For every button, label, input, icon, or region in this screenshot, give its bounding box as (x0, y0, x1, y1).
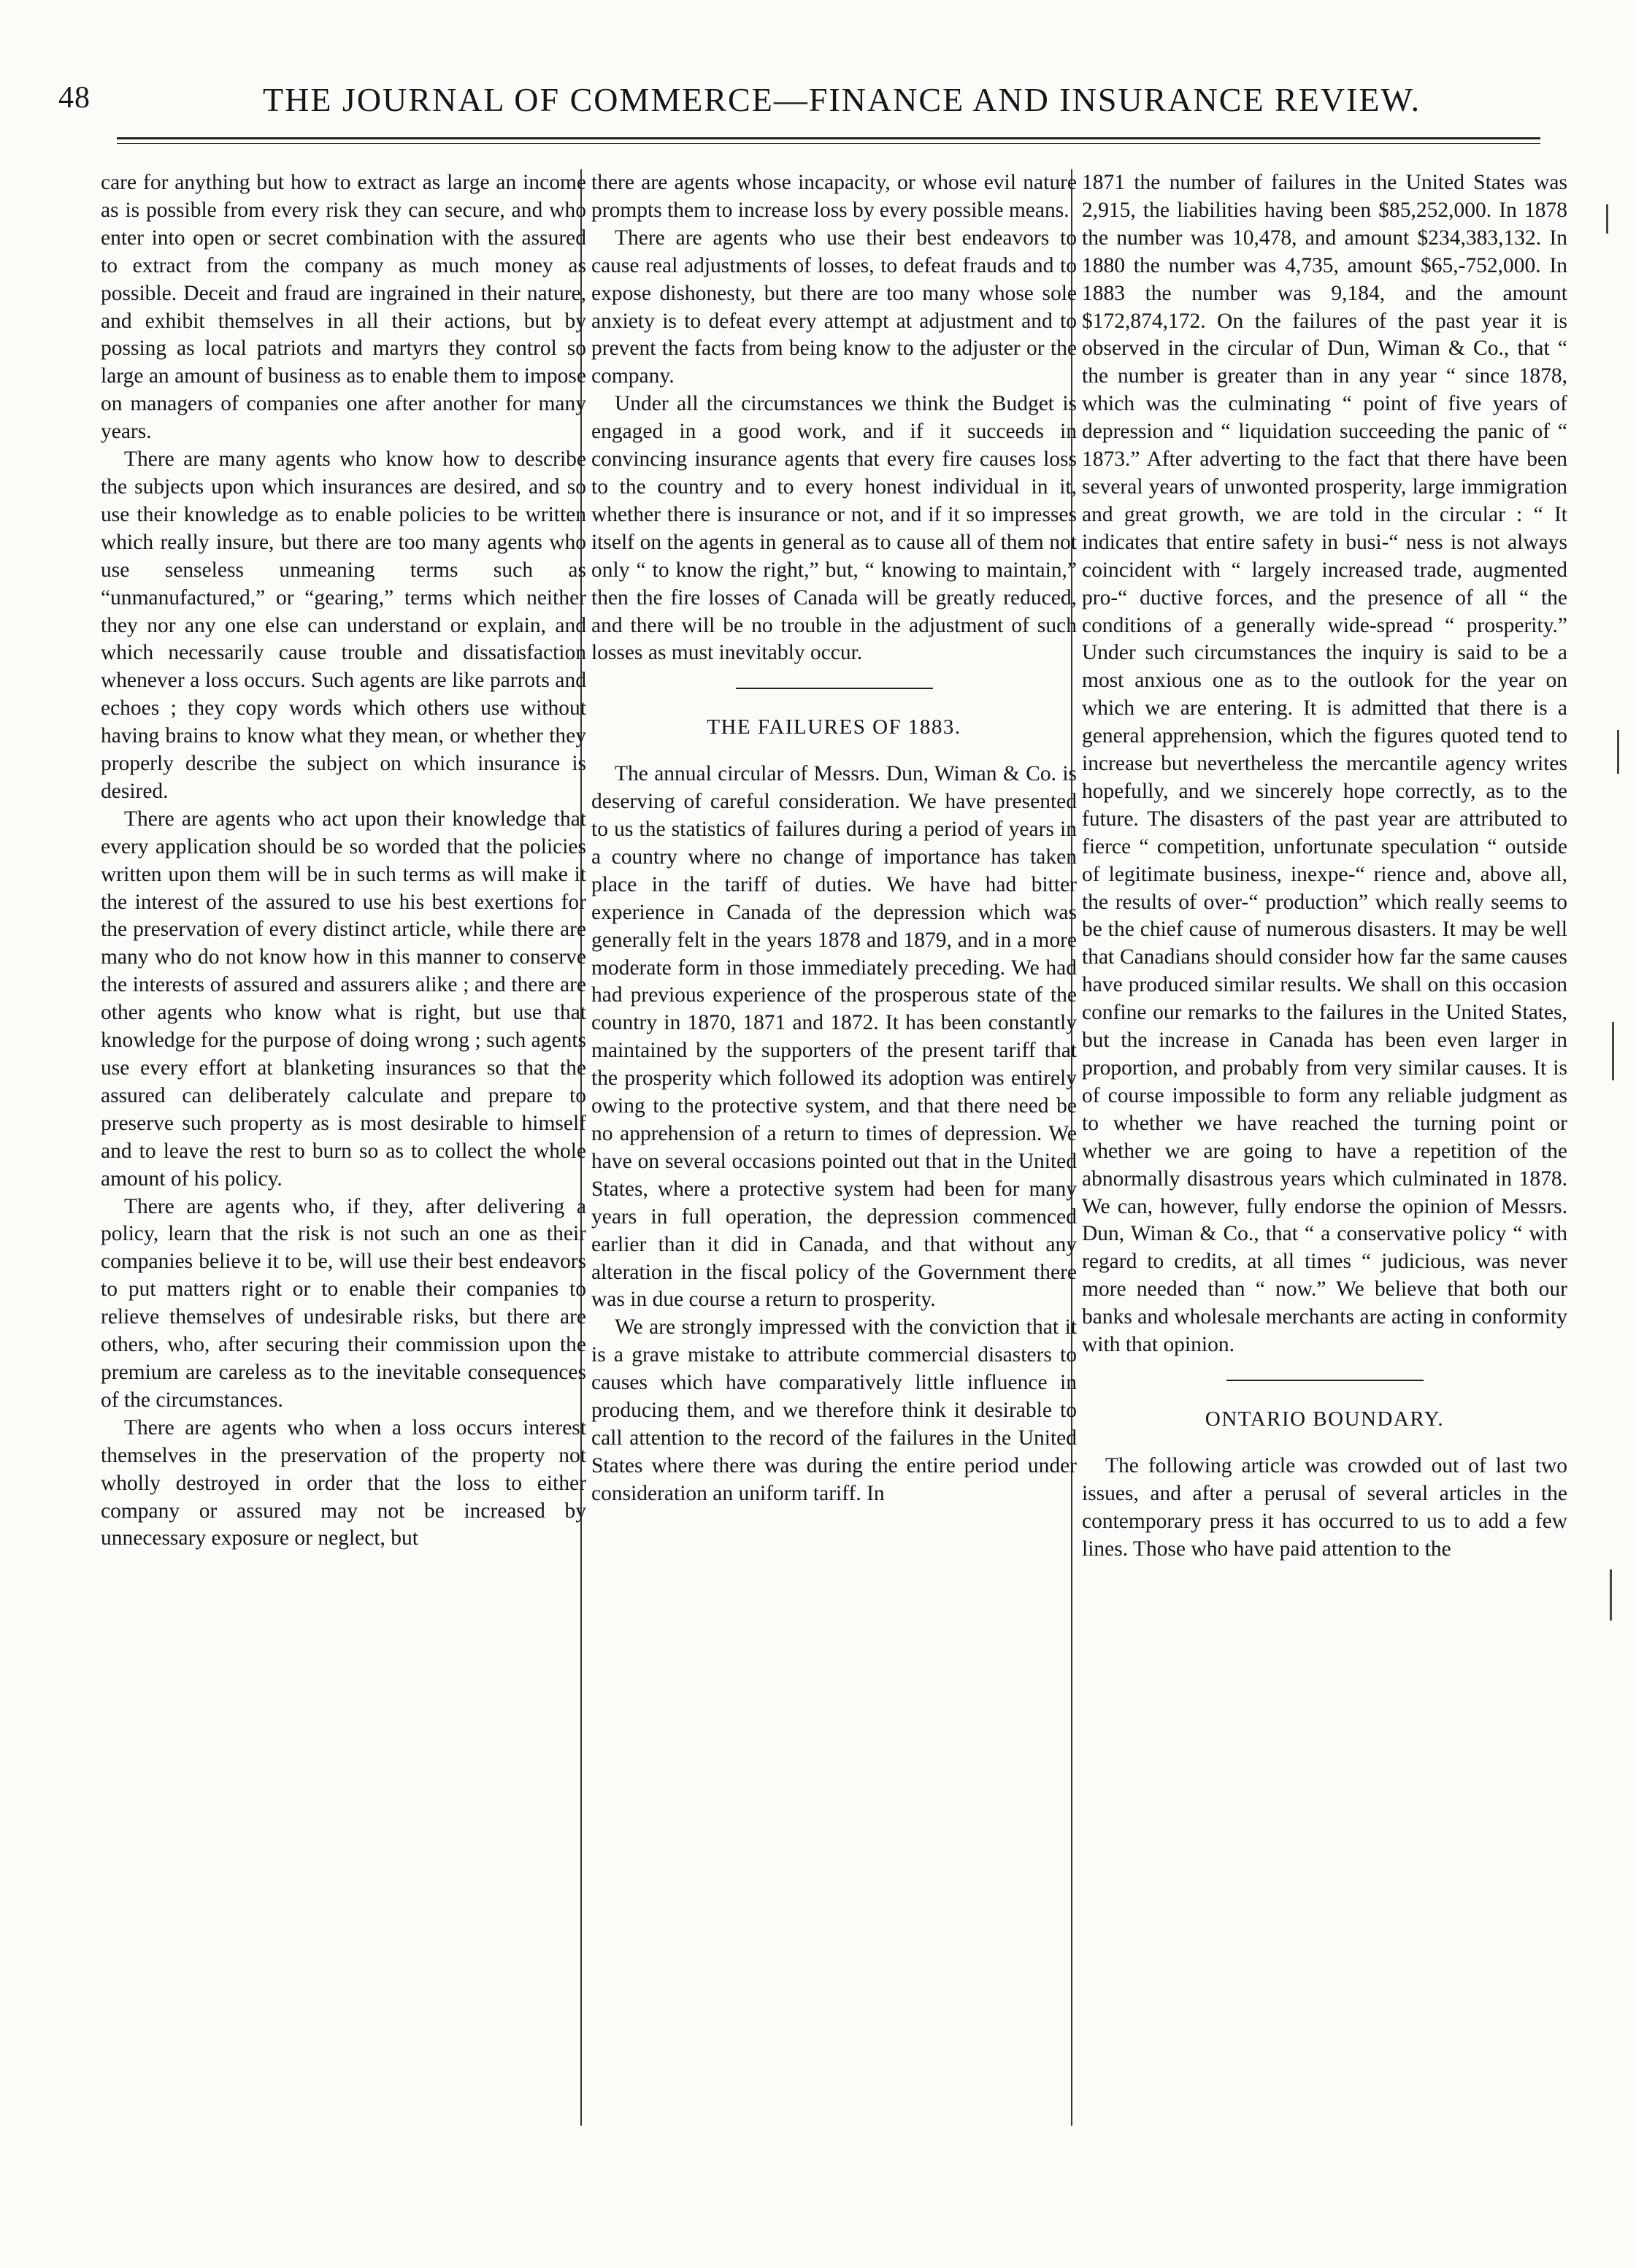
paragraph: There are agents who when a loss occurs interest themselves in the preservation of the property not wholly destroyed in order that the loss to either company or assured may not be increased by unnecessary exposure or neglect, but (101, 1415, 586, 1550)
paragraph: There are agents who use their best endeavors to cause real adjustments of losses, to defeat frauds and to expose dishonesty, but there are too many whose sole anxiety is to defeat every attempt at adjustment and to prevent the facts from being know to the adjuster or the company. (591, 226, 1077, 388)
section-heading-ontario: ONTARIO BOUNDARY. (1205, 1407, 1445, 1431)
article-column-2 (591, 169, 1077, 2213)
paragraph: The following article was crowded out of last two issues, and after a perusal of several articles in the contemporary press it has occurred to us to add a few lines. Those who have paid attention to the (1082, 1453, 1567, 1561)
paragraph: 1871 the number of failures in the United States was 2,915, the liabilities having been $85,252,000. In 1878 the number was 10,478, and amount $234,383,132. In 1880 the number was 4,735, amount $65,-752,000. In 1883 the number was 9,184, and the amount $172,874,172. On the failures of the past year it is observed in the circular of Dun, Wiman & Co., that “ the number is greater than in any year “ since 1878, which was the culminating “ point of five years of depression and “ liquidation succeeding the panic of “ 1873.” After adverting to the fact that there have been several years of unwonted prosperity, large immigration and great growth, we are told in the circular : “ It indicates that entire safety in busi-“ ness is not always coincident with “ largely increased trade, augmented pro-“ ductive forces, and the presence of all “ the conditions of a generally wide-spread “ prosperity.” Under such circumstances the inquiry is said to be a most anxious one as to the outlook for the year on which we are entering. It is admitted that there is a general apprehension, which the figures quoted tend to increase but nevertheless the mercantile agency writes hopefully, and we sincerely hope correctly, as to the future. The disasters of the past year are attributed to fierce “ competition, unfortunate speculation “ outside of legitimate business, inexpe-“ rience and, above all, the results of over-“ production” which really seems to be the chief cause of numerous disasters. It may be well that Canadians should consider how far the same causes have produced similar results. We shall on this occasion confine our remarks to the failures in the United States, but the increase in Canada has been even larger in proportion, and probably from very similar causes. It is of course impossible to form any reliable judgment as to whether we have reached the turning point or whether we are going to have a repetition of the abnormally disastrous years which culminated in 1878. We can, however, fully endorse the opinion of Messrs. Dun, Wiman & Co., that “ a conservative policy “ with regard to credits, at all times “ judicious, was never more needed than “ now.” We believe that both our banks and wholesale merchants are acting in conformity with that opinion. (1082, 171, 1567, 1357)
scan-mark (1612, 1022, 1614, 1080)
scan-mark (1610, 1569, 1612, 1621)
scan-mark (1617, 730, 1619, 774)
paragraph: Under all the circumstances we think the Budget is engaged in a good work, and if it succeeds in convincing insurance agents that every fire causes loss to the country and to every honest individual in it, whether there is insurance or not, and if it so impresses itself on the agents in general as to cause all of them not only “ to know the right,” but, “ knowing to maintain,” then the fire losses of Canada will be greatly reduced, and there will be no trouble in the adjustment of such losses as must inevitably occur. (591, 392, 1077, 665)
article-column-1 (101, 169, 586, 2213)
paragraph: there are agents whose incapacity, or whose evil nature prompts them to increase loss by every possible means. (591, 171, 1077, 222)
journal-title: THE JOURNAL OF COMMERCE—FINANCE AND INSURANCE REVIEW. (263, 81, 1421, 118)
page-number: 48 (58, 81, 91, 115)
section-rule (736, 688, 933, 689)
paragraph: The annual circular of Messrs. Dun, Wiman & Co. is deserving of careful consideration. We have presented to us the statistics of failures during a period of years in a country where no change of importance has taken place in the tariff of duties. We have had bitter experience in Canada of the depression which was generally felt in the years 1878 and 1879, and in a more moderate form in those immediately preceding. We had had previous experience of the prosperous state of the country in 1870, 1871 and 1872. It has been constantly maintained by the supporters of the present tariff that the prosperity which followed its adoption was entirely owing to the protective system, and that there need be no apprehension of a return to times of depression. We have on several occasions pointed out that in the United States, where a protective system had been for many years in full operation, the depression commenced earlier than it did in Canada, and that without any alteration in the fiscal policy of the Government there was in due course a return to prosperity. (591, 762, 1077, 1312)
paragraph: care for anything but how to extract as large an income as is possible from every risk they can secure, and who enter into open or secret combination with the assured to extract from the company as much money as possible. Deceit and fraud are ingrained in their nature, and exhibit themselves in all their actions, but by possing as local patriots and martyrs they control so large an amount of business as to enable them to impose on managers of companies one after another for many years. (101, 171, 586, 444)
header-rule (117, 137, 1540, 144)
paragraph: We are strongly impressed with the conviction that it is a grave mistake to attribute commercial disasters to causes which have comparatively little influence in producing them, and we therefore think it desirable to call attention to the record of the failures in the United States where there was during the entire period under consideration an uniform tariff. In (591, 1315, 1077, 1505)
paragraph: There are agents who act upon their knowledge that every application should be so worded that the policies written upon them will be in such terms as will make it the interest of the assured to use his best exertions for the preservation of every distinct article, while there are many who do not know how in this manner to conserve the interests of assured and assurers alike ; and there are other agents who know what is right, but use that knowledge for the purpose of doing wrong ; such agents use every effort at blanketing insurances so that the assured can deliberately calculate and prepare to preserve such property as is most desirable to himself and to leave the rest to burn so as to collect the whole amount of his policy. (101, 807, 586, 1191)
article-column-3 (1082, 169, 1567, 2213)
paragraph: There are agents who, if they, after delivering a policy, learn that the risk is not such an one as their companies believe it to be, will use their best endeavors to put matters right or to enable their companies to relieve themselves of undesirable risks, but there are others, who, after securing their commission upon the premium are careless as to the inevitable consequences of the circumstances. (101, 1194, 586, 1412)
scan-mark (1606, 204, 1608, 234)
section-heading-failures: THE FAILURES OF 1883. (707, 715, 961, 739)
page-header (58, 80, 1577, 131)
paragraph: There are many agents who know how to describe the subjects upon which insurances are desired, and so use their knowledge as to enable policies to be written which really insure, but there are too many agents who use senseless unmeaning terms such as “unmanufactured,” or “gearing,” terms which neither they nor any one else can understand or explain, and which necessarily cause trouble and dissatisfaction whenever a loss occurs. Such agents are like parrots and echoes ; they copy words which others use without having brains to know what they mean, or whether they properly describe the subject on which insurance is desired. (101, 447, 586, 803)
section-rule (1226, 1380, 1424, 1381)
